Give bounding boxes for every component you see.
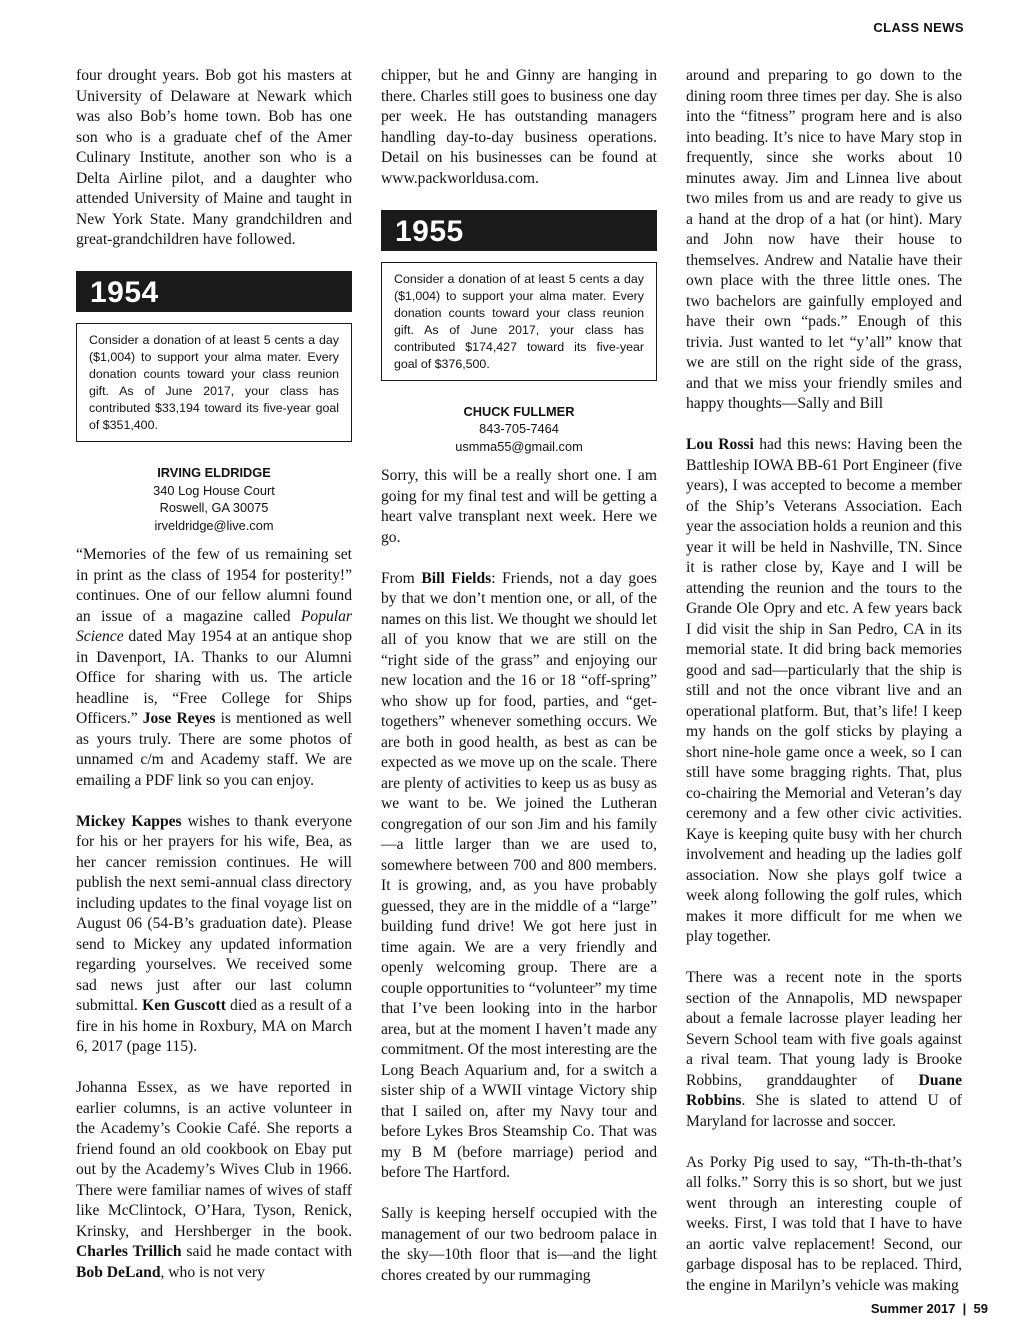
col2-paragraph-4: Sally is keeping herself occupied with the management of our two bedroom palace in the sky—10th floor that is—and the light chores created by our rummaging bbox=[381, 1205, 657, 1284]
alumni-name: Duane Robbins bbox=[686, 1071, 962, 1109]
contact-email[interactable]: usmma55@gmail.com bbox=[455, 438, 583, 454]
column-2 bbox=[381, 66, 657, 1307]
col2-paragraph-3: From Bill Fields: Friends, not a day goes by that we don’t mention one, or all, of the names on this list. We thought we should let all of you know that we are still on the “right side of the grass” and enjoying our new location and the 16 or 18 “off-spring” who show up for food, parties, and “get-togethers” whenever something occurs. We are both in good health, as best as can be expected as we move up on the scale. There are plenty of activities to keep us as busy as we want to be. We joined the Lutheran congregation of our son Jim and his family—a little larger than we are used to, somewhere between 700 and 800 members. It is growing, and, as you have probably guessed, they are in the middle of a “large” building fund drive! We got here just in time again. We are a very friendly and openly welcoming group. There are a couple opportunities to “volunteer” my time that I’ve been looking into in the harbor area, but at the moment I haven’t made any commitment. Of the most interesting are the Long Beach Aquarium and, for a switch a sister ship of a WWII vintage Victory ship that I sailed on, after my Navy tour and before Lykes Bros Steamship Co. That was my B M (before marriage) period and before The Hartford. bbox=[381, 569, 658, 1181]
col3-paragraph-3: There was a recent note in the sports section of the Annapolis, MD newspaper about a female lacrosse player leading her Severn School team with five goals against a rival team. That young lady is Brooke Robbins, granddaughter of Duane Robbins. She is slated to attend U of Maryland for lacrosse and soccer. bbox=[686, 969, 962, 1130]
contact-email[interactable]: irveldridge@live.com bbox=[154, 517, 274, 533]
col2-paragraph-1: chipper, but he and Ginny are hanging in there. Charles still goes to business one day per week. He has outstanding managers handling day-to-day business operations. Detail on his businesses can be found at www.packworldusa.com. bbox=[381, 67, 657, 187]
issue-label: Summer 2017 bbox=[870, 1301, 956, 1316]
year-banner-1955: 1955 bbox=[381, 210, 657, 251]
class-contact-1955 bbox=[381, 403, 657, 456]
col2-paragraph-2: Sorry, this will be a really short one. I am going for my final test and will be getting a heart valve transplant next week. Here we go. bbox=[381, 467, 657, 546]
magazine-title: Popular Science bbox=[76, 607, 352, 645]
alumni-name: Jose Reyes bbox=[142, 710, 216, 727]
col3-paragraph-2: Lou Rossi had this news: Having been the Battleship IOWA BB-61 Port Engineer (five years), I was accepted to become a member of the Ship’s Veterans Association. Each year the association holds a reunion and this year it will be held in Nashville, TN. Since it is rather close by, Kaye and I will be attending the reunion and the tours to the Grande Ole Opry and etc. A few years back I did visit the ship in San Pedro, CA in its memorial state. It did bring back memories good and sad—particularly that the ship is still and not the once vibrant live and an operational platform. But, that’s life! I keep my hands on the golf sticks by playing a short nine-hole game once a week, so I can still have some bragging rights. That, plus co-chairing the Memorial and Veteran’s day ceremony and a few other civic activities. Kaye is keeping quite busy with her church involvement and heading up the ladies golf association. Now she plays golf twice a week along following the golf rules, which makes it more difficult for me when we play together. bbox=[686, 436, 962, 945]
col1-paragraph-3: Mickey Kappes wishes to thank everyone for his or her prayers for his wife, Bea, as her cancer remission continues. He will publish the next semi-annual class directory including updates to the final voyage list on August 06 (54-B’s graduation date). Please send to Mickey any updated information regarding yourselves. We received some sad news just after our last column submittal. Ken Guscott died as a result of a fire in his home in Roxbury, MA on March 6, 2017 (page 115). bbox=[76, 812, 352, 1055]
col1-paragraph-2: “Memories of the few of us remaining set in print as the class of 1954 for posterity!” continues. One of our fellow alumni found an issue of a magazine called Popular Science dated May 1954 at an antique shop in Davenport, IA. Thanks to our Alumni Office for sharing with us. The article headline is, “Free College for Ships Officers.” Jose Reyes is mentioned as well as yours truly. There are some photos of unnamed c/m and Academy staff. We are emailing a PDF link so you can enjoy. bbox=[76, 546, 352, 789]
alumni-name: Ken Guscott bbox=[142, 997, 226, 1014]
col1-paragraph-1: four drought years. Bob got his masters at University of Delaware at Newark which was also Bob’s home town. Bob has one son who is a graduate chef of the Amer Culinary Institute, another son who is a Delta Airline pilot, and a daughter who attended University of Maine and taught in New York State. Many grandchildren and great-grandchildren have followed. bbox=[76, 67, 352, 248]
alumni-name: Bob DeLand bbox=[76, 1263, 161, 1281]
alumni-name: Mickey Kappes bbox=[76, 812, 182, 830]
column-3 bbox=[686, 66, 962, 1317]
contact-name: CHUCK FULLMER bbox=[463, 403, 575, 419]
col3-paragraph-4: As Porky Pig used to say, “Th-th-th-that’s all folks.” Sorry this is so short, but we just went through an interesting couple of weeks. First, I was told that I have to have an aortic valve replacement! Second, our garbage disposal has to be replaced. Third, the engine in Marilyn’s vehicle was making bbox=[686, 1153, 962, 1294]
page-number: 59 bbox=[973, 1301, 988, 1316]
page-footer bbox=[871, 1301, 988, 1316]
alumni-name: Charles Trillich bbox=[76, 1243, 182, 1260]
donation-box-1955: Consider a donation of at least 5 cents a day ($1,004) to support your alma mater. Every donation counts toward your class reunion gift. As of June 2017, your class has contributed $174,427 toward its five-year goal of $376,500. bbox=[381, 262, 657, 381]
contact-phone: 843-705-7464 bbox=[479, 421, 559, 436]
year-banner-1954: 1954 bbox=[76, 271, 352, 312]
contact-street: 340 Log House Court bbox=[153, 482, 275, 498]
class-contact-1954 bbox=[76, 464, 352, 534]
section-header: CLASS NEWS bbox=[873, 20, 964, 35]
footer-separator: | bbox=[962, 1301, 967, 1316]
donation-box-1954: Consider a donation of at least 5 cents a day ($1,004) to support your alma mater. Every donation counts toward your class reunion gift. As of June 2017, your class has contributed $33,194 toward its five-year goal of $351,400. bbox=[76, 323, 352, 442]
column-1 bbox=[76, 66, 352, 1304]
contact-name: IRVING ELDRIDGE bbox=[157, 465, 271, 480]
col1-paragraph-4: Johanna Essex, as we have reported in earlier columns, is an active volunteer in the Academy’s Cookie Café. She reports a friend found an old cookbook on Ebay put out by the Academy’s Wives Club in 1966. There were familiar names of wives of staff like McClintock, O’Hara, Tyson, Renick, Krinsky, and Hershberger in the book. Charles Trillich said he made contact with Bob DeLand, who is not very bbox=[76, 1079, 352, 1281]
contact-city: Roswell, GA 30075 bbox=[159, 500, 269, 515]
alumni-name: Lou Rossi bbox=[686, 436, 754, 453]
col3-paragraph-1: around and preparing to go down to the dining room three times per day. She is also into the “fitness” program here and is also into beading. It’s nice to have Mary stop in frequently, since she works about 10 minutes away. Jim and Linnea live about two miles from us and are ready to give us a hand at the drop of a hat (or hint). Mary and John now have their house to themselves. Andrew and Natalie have their own place with the three little ones. The two bachelors are gainfully employed and have their own “pads.” Enough of this trivia. Just wanted to let “y’all” know that we are still on the right side of the grass, and that we miss your friendly smiles and happy thoughts—Sally and Bill bbox=[686, 67, 962, 412]
alumni-name: Bill Fields bbox=[421, 569, 492, 587]
